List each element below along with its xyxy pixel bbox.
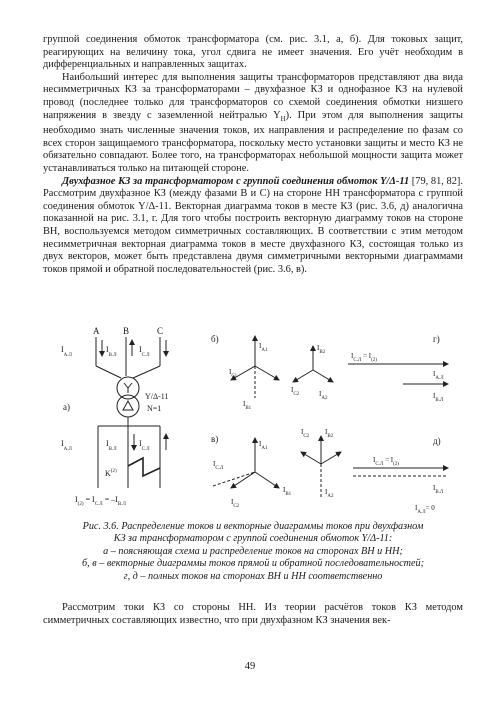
fault-link [128,458,160,476]
current-c-vn: $I_{С.Л}$ [139,345,150,358]
fault-current-label: $I_{(2)} = I_{С.Л} = -I_{В.Л}$ [75,495,126,507]
paragraph-2-tail: ). При этом для выполнения защиты необходимо знать численные значения токов, их направления и распределение по фазам со всех сторон защищаемого трансформатора, поскольку место установки защиты и место КЗ не обязательно совпадают. Более того, на трансформаторах небольшой мощности защита может устанавливаться только на питающей стороне. [43,109,463,175]
label-c2-top: $I_{С2}$ [301,428,310,439]
wire-a-join [96,366,121,378]
label-al-zero: $I_{А.Л}= 0$ [415,504,435,515]
phase-c-label: C [157,326,164,336]
figure-caption [43,521,463,583]
delta-symbol [123,401,133,410]
caption-line-4: б, в – векторные диаграммы токов прямой и обратной последовательностей; [82,558,424,570]
label-bl-nn: $I_{В.Л}$ [433,484,444,495]
label-b1: $I_{В1}$ [243,400,252,411]
label-cl-nn: $I_{С.Л}$ [213,460,224,471]
scheme-label: Y/Δ-11 [145,392,169,401]
figure-diagram [43,326,463,520]
paragraph-4: Рассмотрим токи КЗ со стороны НН. Из теории расчётов токов КЗ методом симметричных составляющих известно, что при двухфазном КЗ значения век- [43,602,463,626]
vector-b2 [293,370,313,382]
figure-3-6 [43,326,463,520]
current-b-nn: $I_{В.Л}$ [106,439,117,452]
label-a2-nn: $I_{А2}$ [325,488,334,499]
text-block-bottom [43,602,463,627]
phase-b-label: B [123,326,130,336]
panel-d-label: д) [433,436,441,446]
panel-b-diagram [211,334,333,411]
label-c1: $I_{С1}$ [229,368,238,379]
label-b2-nn: $I_{В2}$ [325,428,334,439]
label-c2: $I_{С2}$ [291,386,300,397]
paragraph-1: группой соединения обмоток трансформатора (см. рис. 3.1, а, б). Для токовых защит, реагирующих на величину тока, угол сдвига не имеет значения. Его учёт необходим в дифференциальных и направленных защитах. [43,34,463,71]
label-b1-nn: $I_{В1}$ [283,486,292,497]
panel-v-label: в) [211,434,219,444]
paragraph-3 [43,176,463,277]
paragraph-2 [43,72,463,176]
current-a-vn: $I_{А.Л}$ [61,345,72,358]
label-al-vn: $I_{А.Л}$ [433,370,444,381]
ratio-label: N=1 [147,404,162,413]
label-bl-vn: $I_{В.Л}$ [433,392,444,403]
fault-label: $K^{(2)}$ [105,469,117,478]
panel-a-schematic [61,326,169,507]
transformer-winding-bottom [117,395,139,417]
vector-c2 [313,370,333,382]
paragraph-2-text: Наибольший интерес для выполнения защиты трансформаторов представляют два вида несимметричных КЗ за трансформаторами – двухфазное КЗ и однофазное КЗ на нулевой провод (последнее только для трансформаторов со схемой соединения обмотки низшего напряжения в звезду с заземленной нейтралью Y [43,71,463,121]
current-a-nn: $I_{А.Л}$ [61,439,72,452]
paragraph-2-subscript: Н [280,114,286,123]
panel-g-label: г) [433,334,440,344]
vector-b1 [255,366,279,380]
caption-line-2: КЗ за трансформатором с группой соединения обмоток Y/Δ-11: [113,533,393,545]
panel-v-diagram [211,428,341,509]
label-a1-nn: $I_{А1}$ [259,440,268,451]
label-a1: $I_{А1}$ [259,342,268,353]
text-block-top [43,34,463,276]
page-number: 49 [244,661,256,672]
current-c-nn: $I_{С.Л}$ [139,439,150,452]
panel-g-diagram [348,334,448,403]
wire-c-join [133,366,160,378]
current-b-vn: $I_{В.Л}$ [106,345,117,358]
panel-b-label: б) [211,334,219,344]
caption-line-3: а – поясняющая схема и распределение токов на сторонах ВН и НН; [103,545,403,557]
panel-d-diagram [353,436,448,515]
label-fault-nn: $I_{С.Л} = I_{(2)}$ [373,456,399,467]
label-c2-nn: $I_{С2}$ [231,498,240,509]
section-heading: Двухфазное КЗ за трансформатором с группой соединения обмоток Y/Δ-11 [62,175,410,187]
caption-line-1: Рис. 3.6. Распределение токов и векторные диаграммы токов при двухфазном [82,521,424,532]
label-b2-top: $I_{В2}$ [317,344,326,355]
caption-line-5: г, д – полных токов на сторонах ВН и НН соответственно [123,570,383,582]
panel-a-label: а) [63,402,70,412]
paragraph-3-text: [79, 81, 82]. Рассмотрим двухфазное КЗ (между фазами B и C) на стороне НН трансформатора с группой соединения обмоток Y/Δ-11. Векторная диаграмма токов в месте КЗ (рис. 3.6, д) аналогична показанной на рис. 3.1, г. Для того чтобы построить векторную диаграмму токов на стороне ВН, воспользуемся методом симметричных составляющих. В соответствии с этим методом несимметричная векторная диаграмма токов в месте двухфазного КЗ, состоящая только из двух векторов, может быть представлена двумя симметричными векторными диаграммами токов прямой и обратной последовательностей (рис. 3.6, в). [43,175,463,275]
label-fault-vn: $I_{С.Л} = I_{(2)}$ [351,352,377,363]
label-a2: $I_{А2}$ [319,390,328,401]
star-symbol [124,383,132,393]
phase-a-label: A [93,326,100,336]
